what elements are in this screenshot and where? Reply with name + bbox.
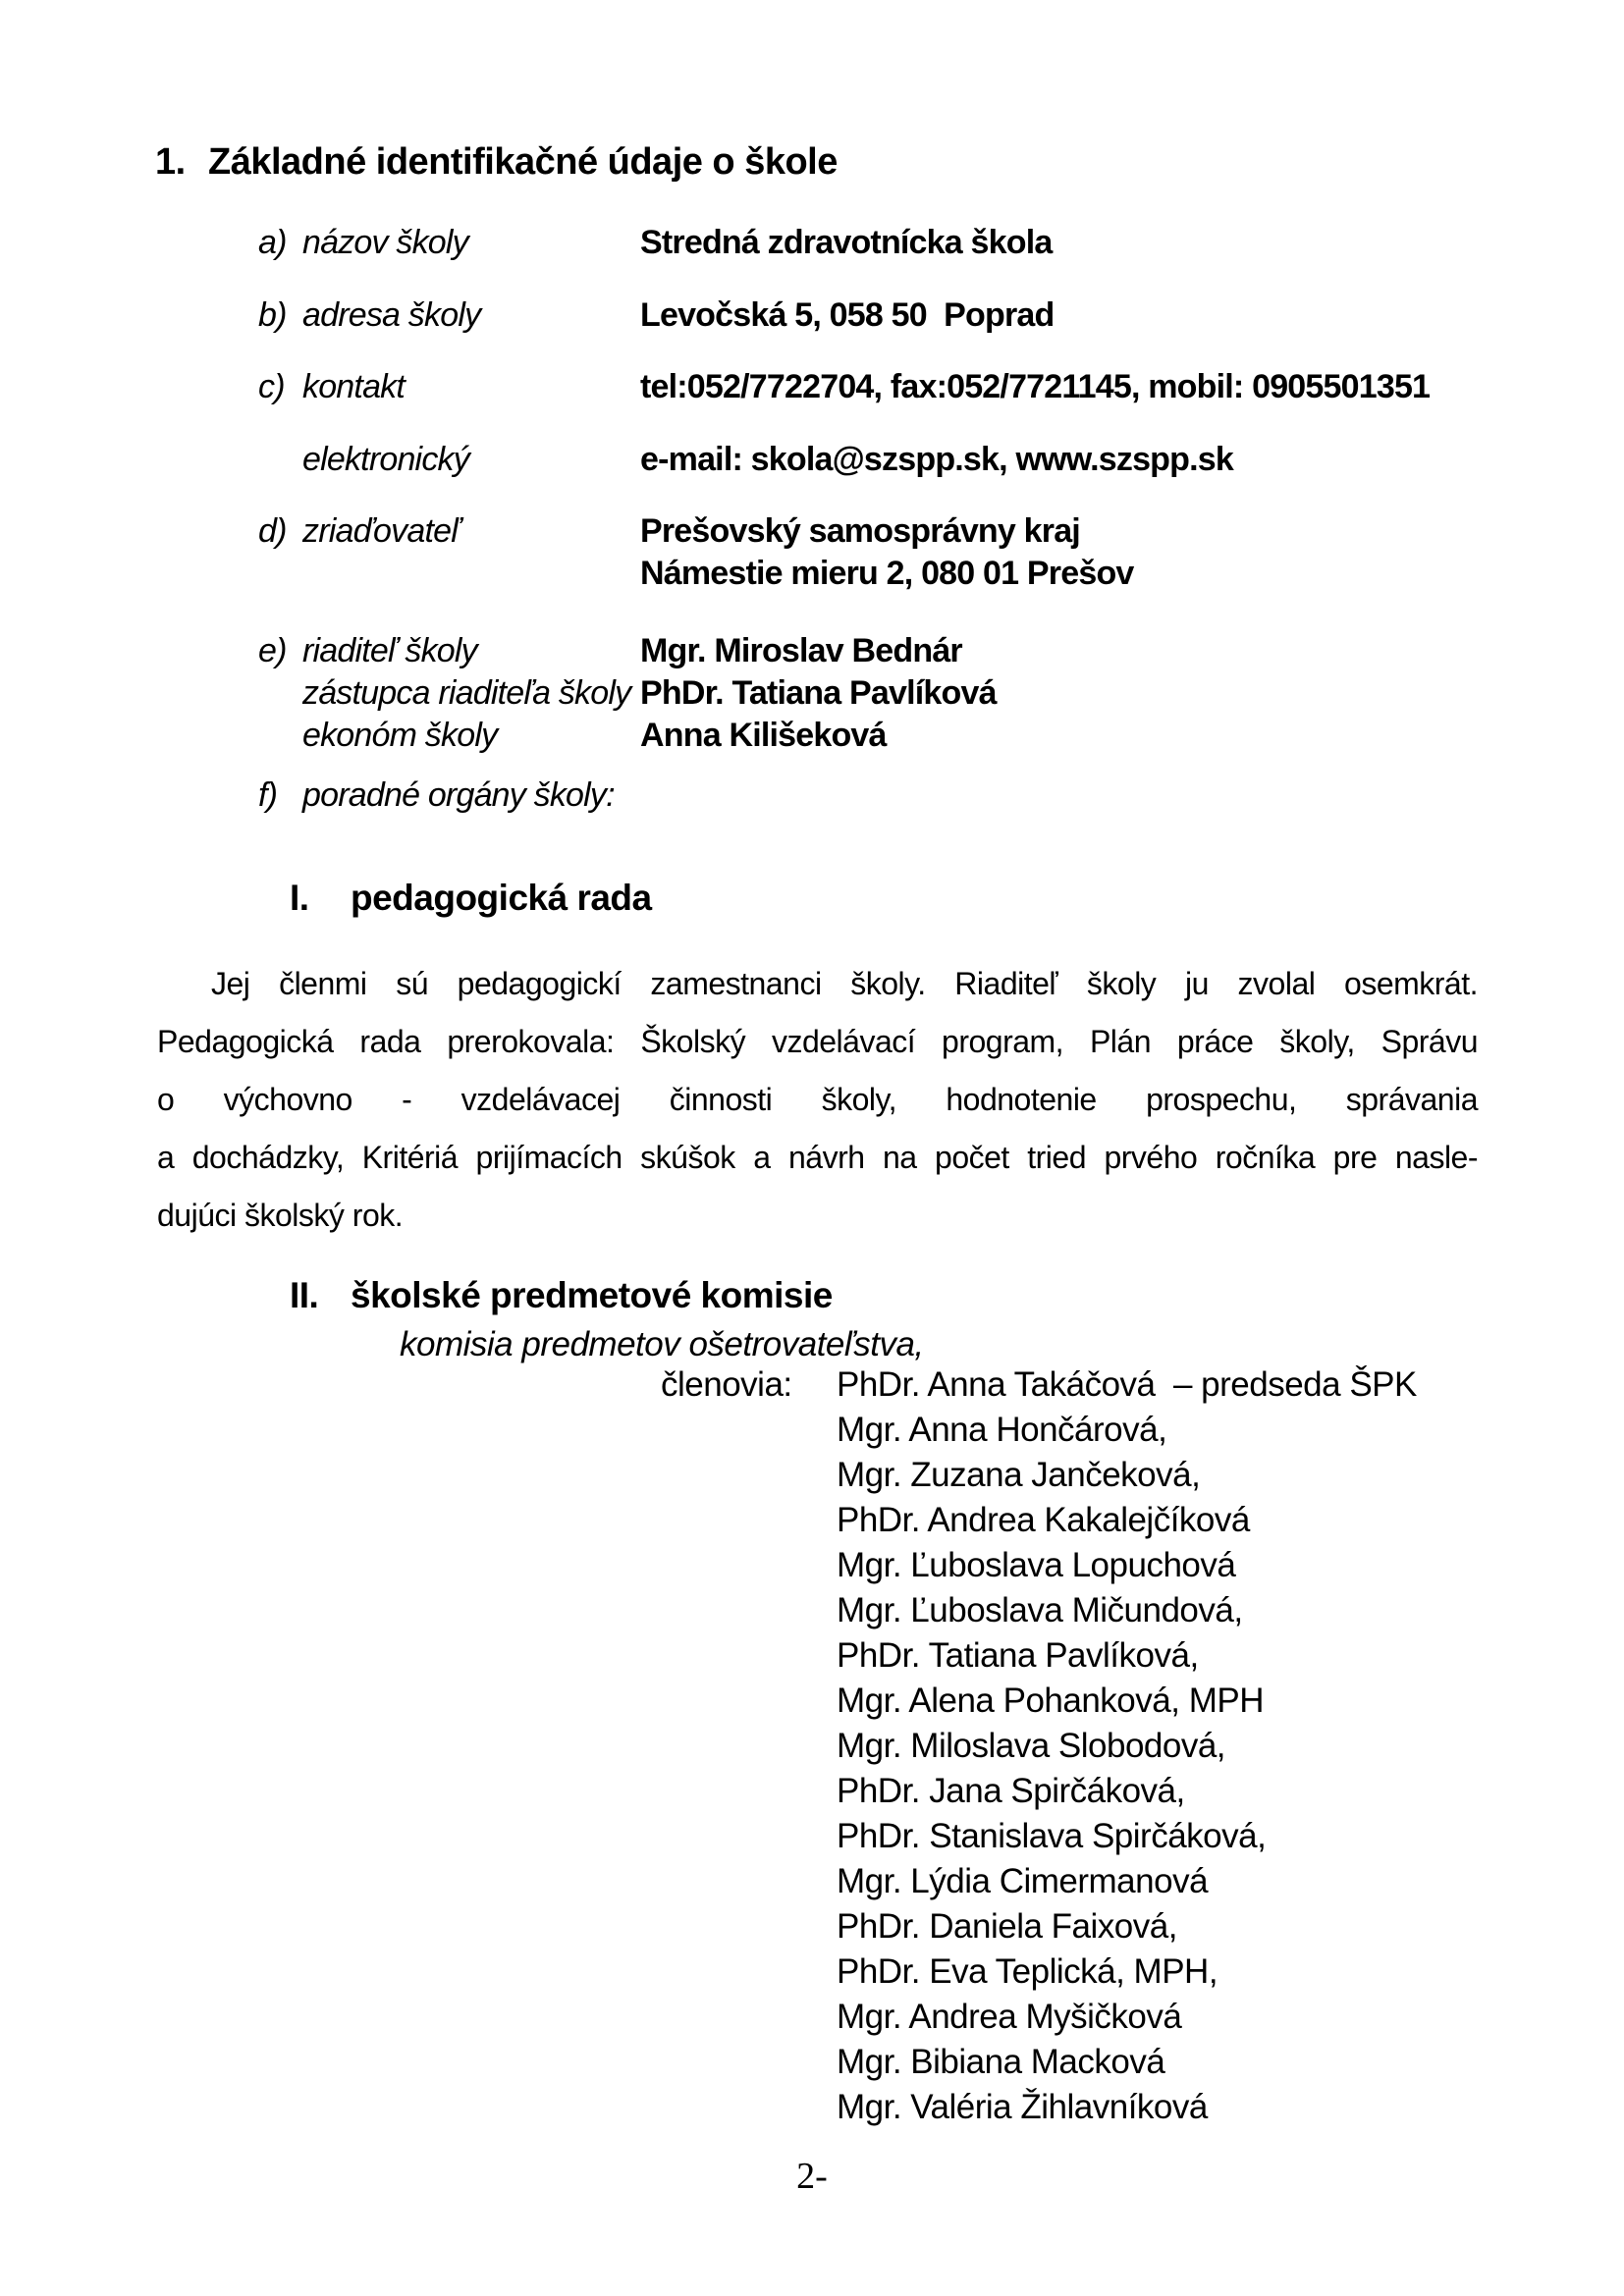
list-item: Mgr. Miloslava Slobodová, [837, 1727, 1226, 1765]
item-label: kontakt [302, 368, 406, 405]
list-item: Mgr. Ľuboslava Mičundová, [837, 1591, 1243, 1629]
item-letter [258, 672, 302, 715]
heading-text: Základné identifikačné údaje o škole [208, 141, 838, 183]
id-row-vedenie-skoly [258, 630, 997, 757]
id-row-nazov-skoly [258, 222, 1052, 264]
pedagogicka-rada-paragraph [157, 955, 1478, 1245]
item-value: e-mail: skola@szspp.sk, www.szspp.sk [640, 441, 1233, 478]
section-2-numeral: II. [290, 1275, 319, 1315]
id-row-riaditel [258, 630, 997, 672]
page-number: 2- [796, 2156, 828, 2197]
item-letter: e) [258, 632, 287, 669]
list-item: PhDr. Tatiana Pavlíková, [837, 1636, 1199, 1675]
id-row-zastupca [258, 672, 997, 715]
list-item: Mgr. Zuzana Jančeková, [837, 1456, 1201, 1494]
list-item: PhDr. Jana Spirčáková, [837, 1772, 1185, 1810]
paragraph-line: dujúci školský rok. [157, 1198, 404, 1233]
id-row-kontakt [258, 366, 1430, 408]
zriadovatel-line-1: Prešovský samosprávny kraj [640, 512, 1080, 550]
item-value: Levočská 5, 058 50 Poprad [640, 296, 1055, 334]
zriadovatel-line-2: Námestie mieru 2, 080 01 Prešov [640, 555, 1134, 592]
item-value: Anna Kilišeková [640, 717, 887, 754]
paragraph-line: a dochádzky, Kritériá prijímacích skúšok a návrh na počet tried prvého ročníka pre nasle- [157, 1140, 1478, 1175]
list-item: Mgr. Ľuboslava Lopuchová [837, 1546, 1236, 1584]
list-item: Mgr. Anna Hončárová, [837, 1411, 1167, 1449]
item-letter: c) [258, 368, 285, 405]
section-1-title: pedagogická rada [351, 878, 652, 918]
list-item: Mgr. Bibiana Macková [837, 2043, 1165, 2081]
list-item: PhDr. Stanislava Spirčáková, [837, 1817, 1267, 1855]
id-row-ekonom [258, 715, 997, 757]
item-letter [258, 715, 302, 757]
item-value: PhDr. Tatiana Pavlíková [640, 674, 997, 712]
item-value [640, 510, 1134, 595]
item-label: zriaďovateľ [302, 512, 460, 550]
list-item: Mgr. Alena Pohanková, MPH [837, 1682, 1264, 1720]
item-label: adresa školy [302, 296, 481, 334]
item-letter: b) [258, 296, 287, 334]
list-item: PhDr. Andrea Kakalejčíková [837, 1501, 1250, 1539]
section-1-numeral: I. [290, 878, 309, 918]
id-row-zriadovatel [258, 510, 1134, 595]
item-value: Mgr. Miroslav Bednár [640, 632, 962, 669]
item-letter [258, 439, 302, 481]
item-value: Stredná zdravotnícka škola [640, 224, 1053, 261]
paragraph-line: o výchovno - vzdelávacej činnosti školy, hodnotenie prospechu, správania [157, 1082, 1478, 1117]
id-row-elektronicky [258, 439, 1233, 481]
item-letter: f) [258, 776, 278, 814]
item-label: poradné orgány školy: [302, 776, 615, 814]
list-item: Mgr. Valéria Žihlavníková [837, 2088, 1208, 2126]
komisia-subtitle: komisia predmetov ošetrovateľstva, [400, 1325, 924, 1363]
paragraph-line: Pedagogická rada prerokovala: Školský vzdelávací program, Plán práce školy, Správu [157, 1024, 1478, 1059]
item-label: elektronický [302, 441, 469, 478]
section-2-title: školské predmetové komisie [351, 1275, 833, 1315]
list-item: Mgr. Andrea Myšičková [837, 1998, 1182, 2036]
item-label: ekonóm školy [302, 717, 498, 754]
id-row-adresa-skoly [258, 294, 1054, 337]
list-item: Mgr. Lýdia Cimermanová [837, 1862, 1209, 1900]
list-item: PhDr. Daniela Faixová, [837, 1907, 1177, 1946]
paragraph-line: Jej členmi sú pedagogickí zamestnanci školy. Riaditeľ školy ju zvolal osemkrát. [211, 966, 1478, 1001]
main-heading [155, 140, 838, 184]
heading-number: 1. [155, 141, 186, 183]
section-2-heading [290, 1274, 833, 1317]
members-label: členovia: [661, 1365, 792, 1404]
item-letter: d) [258, 512, 287, 550]
section-1-heading [290, 877, 652, 920]
id-row-poradne-organy [258, 774, 640, 817]
item-label: zástupca riaditeľa školy [302, 674, 631, 712]
members-list [837, 1362, 1417, 2130]
list-item: PhDr. Anna Takáčová – predseda ŠPK [837, 1365, 1417, 1404]
item-value: tel:052/7722704, fax:052/7721145, mobil: 0905501351 [640, 368, 1431, 405]
list-item: PhDr. Eva Teplická, MPH, [837, 1952, 1218, 1991]
item-letter: a) [258, 224, 287, 261]
item-label: názov školy [302, 224, 468, 261]
item-label: riaditeľ školy [302, 632, 477, 669]
